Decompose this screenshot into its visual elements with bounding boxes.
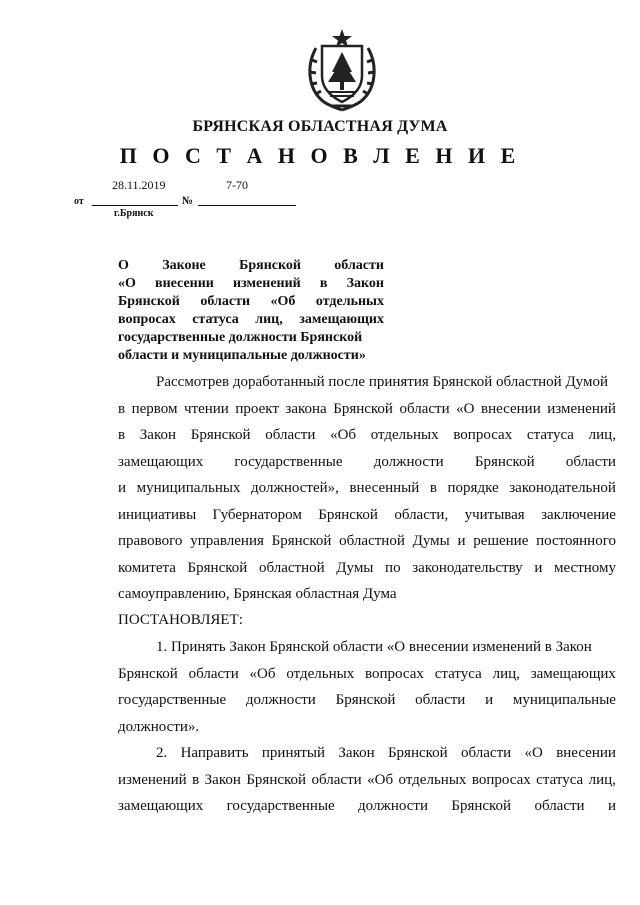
text-word: Брянской <box>239 258 301 273</box>
text-line <box>118 560 616 577</box>
text-word: областной <box>258 559 325 576</box>
text-word: области <box>461 745 512 761</box>
text-word: и <box>118 480 127 496</box>
text-word: заключение <box>541 506 616 523</box>
document-number: 7-70 <box>226 178 248 192</box>
text-word: области <box>188 665 239 682</box>
text-word: и <box>485 692 494 708</box>
text-word: «О <box>456 400 475 417</box>
text-word: в <box>192 771 200 788</box>
text-word: «Об <box>367 771 394 788</box>
text-word: принятый <box>261 745 326 761</box>
text-word: государственные <box>226 798 335 814</box>
text-word: комитета <box>118 559 176 576</box>
coat-of-arms-icon <box>302 26 382 112</box>
text-line <box>156 639 592 656</box>
text-word: Брянской <box>318 506 378 523</box>
text-word: отдельных <box>286 665 355 682</box>
text-word: отдельных <box>370 427 439 443</box>
text-word: вопросах <box>118 312 176 327</box>
text-line <box>118 533 616 550</box>
text-word: внесении <box>481 400 541 417</box>
text-word: правового <box>118 533 183 549</box>
text-word: по <box>385 559 401 576</box>
text-line <box>118 427 616 444</box>
text-word: Брянской <box>118 665 178 682</box>
text-line <box>118 401 616 418</box>
number-underline <box>198 205 296 206</box>
text-word: области <box>200 294 251 309</box>
text-word: статуса <box>526 427 574 443</box>
text-word: лиц, <box>492 665 520 682</box>
text-word: должности <box>245 692 316 708</box>
text-word: Брянской <box>271 533 332 549</box>
text-word: законодательной <box>509 480 616 496</box>
text-word: решение <box>473 533 529 549</box>
text-word: государственные <box>234 453 343 470</box>
text-line: должности». <box>118 718 200 735</box>
text-word: муниципальных <box>136 480 241 496</box>
text-line <box>118 666 616 683</box>
text-word: Брянской <box>335 692 396 708</box>
city-label: г.Брянск <box>114 208 154 219</box>
text-line <box>156 374 608 391</box>
text-word: Закон <box>338 745 375 761</box>
text-word: закона <box>285 400 327 417</box>
text-word: изменений <box>233 276 301 291</box>
text-word: Думы <box>336 559 374 576</box>
text-word: 2. <box>156 745 168 761</box>
date-underline <box>92 205 178 206</box>
text-word: статуса <box>434 665 482 682</box>
text-word: Брянской <box>451 798 512 814</box>
text-word: статуса <box>536 771 584 788</box>
text-word: «О <box>524 745 543 761</box>
text-word: области <box>415 692 466 708</box>
text-word: Думы <box>412 533 450 549</box>
text-word: О <box>118 258 129 273</box>
text-word: замещающих <box>118 798 204 814</box>
text-word: Закон <box>204 771 241 788</box>
text-line <box>118 480 616 497</box>
document-date: 28.11.2019 <box>112 178 166 192</box>
text-line <box>156 745 616 762</box>
text-word: и <box>457 533 466 549</box>
text-line <box>118 257 384 275</box>
text-word: Брянской <box>190 427 251 443</box>
text-word: чтении <box>184 400 229 417</box>
text-word: замещающих <box>118 453 204 470</box>
text-word: инициативы <box>118 506 197 523</box>
text-word: Брянской <box>333 400 393 417</box>
text-word: муниципальные <box>512 692 616 708</box>
text-word: статуса <box>192 312 239 327</box>
text-word: Брянской <box>118 294 180 309</box>
text-line <box>118 772 616 789</box>
text-word: Закон <box>139 427 177 443</box>
text-word: области <box>311 771 362 788</box>
text-word: области <box>565 453 616 470</box>
text-line <box>118 275 384 293</box>
text-word: Губернатором <box>212 506 302 523</box>
text-word: Брянской <box>474 453 535 470</box>
text-word: внесении <box>155 276 214 291</box>
text-word: в <box>118 400 126 417</box>
text-word: Рассмотрев доработанный после принятия Брянской областной Думой <box>156 374 609 390</box>
document-subject <box>118 257 384 365</box>
text-word: вопросах <box>453 427 513 443</box>
text-line <box>118 454 616 471</box>
text-word: Направить <box>180 745 249 761</box>
text-word: должностей», <box>251 480 339 496</box>
text-word: лиц, <box>588 771 616 788</box>
text-line: самоуправлению, Брянская областная Дума <box>118 586 397 602</box>
text-word: учитывая <box>464 506 525 523</box>
text-line <box>118 692 616 709</box>
text-word: внесении <box>556 745 616 761</box>
text-word: Брянской <box>246 771 307 788</box>
text-word: области, <box>394 506 449 523</box>
text-line <box>118 507 616 524</box>
text-word: государственные <box>118 692 227 708</box>
text-word: «Об <box>330 427 357 443</box>
text-word: области <box>534 798 585 814</box>
text-word: «Об <box>270 294 296 309</box>
text-word: порядке <box>447 480 499 496</box>
text-line: государственные должности Брянской <box>118 330 363 345</box>
text-word: отдельных <box>315 294 384 309</box>
text-word: замещающих <box>530 665 616 682</box>
text-word: областной <box>339 533 405 549</box>
text-word: Брянской <box>187 559 248 576</box>
text-word: «Об <box>249 665 276 682</box>
resolves-label: ПОСТАНОВЛЯЕТ: <box>118 612 243 628</box>
text-word: Брянской <box>387 745 448 761</box>
text-word: вопросах <box>471 771 531 788</box>
text-word: должности <box>373 453 444 470</box>
text-word: «О <box>118 276 136 291</box>
text-word: в <box>118 427 126 443</box>
text-word: вопросах <box>365 665 424 682</box>
text-line <box>118 311 384 329</box>
text-word: постоянного <box>536 533 616 549</box>
text-word: изменений <box>547 400 616 417</box>
text-line <box>118 293 384 311</box>
text-word: Законе <box>162 258 206 273</box>
text-word: первом <box>131 400 178 417</box>
text-word: области <box>399 400 450 417</box>
text-word: 1. Принять Закон Брянской области «О внесении изменений в Закон <box>156 639 592 655</box>
text-word: проект <box>235 400 279 417</box>
text-line <box>118 798 616 815</box>
text-word: и <box>607 798 616 814</box>
text-word: замещающих <box>299 312 384 327</box>
text-line: области и муниципальные должности» <box>118 348 366 363</box>
date-prefix-label: от <box>74 196 84 207</box>
text-word: управления <box>190 533 264 549</box>
text-word: области <box>334 258 384 273</box>
text-word: лиц, <box>588 427 616 443</box>
text-word: Закон <box>346 276 384 291</box>
text-word: области <box>265 427 316 443</box>
text-word: отдельных <box>398 771 467 788</box>
document-type-title: П О С Т А Н О В Л Е Н И Е <box>119 143 521 168</box>
text-word: законодательству <box>412 559 523 576</box>
text-word: внесенный <box>349 480 420 496</box>
text-word: и <box>534 559 543 576</box>
text-word: изменений <box>118 771 187 788</box>
text-word: в <box>319 276 328 291</box>
text-word: местному <box>554 559 616 576</box>
text-word: в <box>429 480 437 496</box>
organization-name: БРЯНСКАЯ ОБЛАСТНАЯ ДУМА <box>192 118 448 135</box>
number-sign-label: № <box>182 195 194 207</box>
text-word: лиц, <box>255 312 283 327</box>
text-word: должности <box>358 798 428 814</box>
